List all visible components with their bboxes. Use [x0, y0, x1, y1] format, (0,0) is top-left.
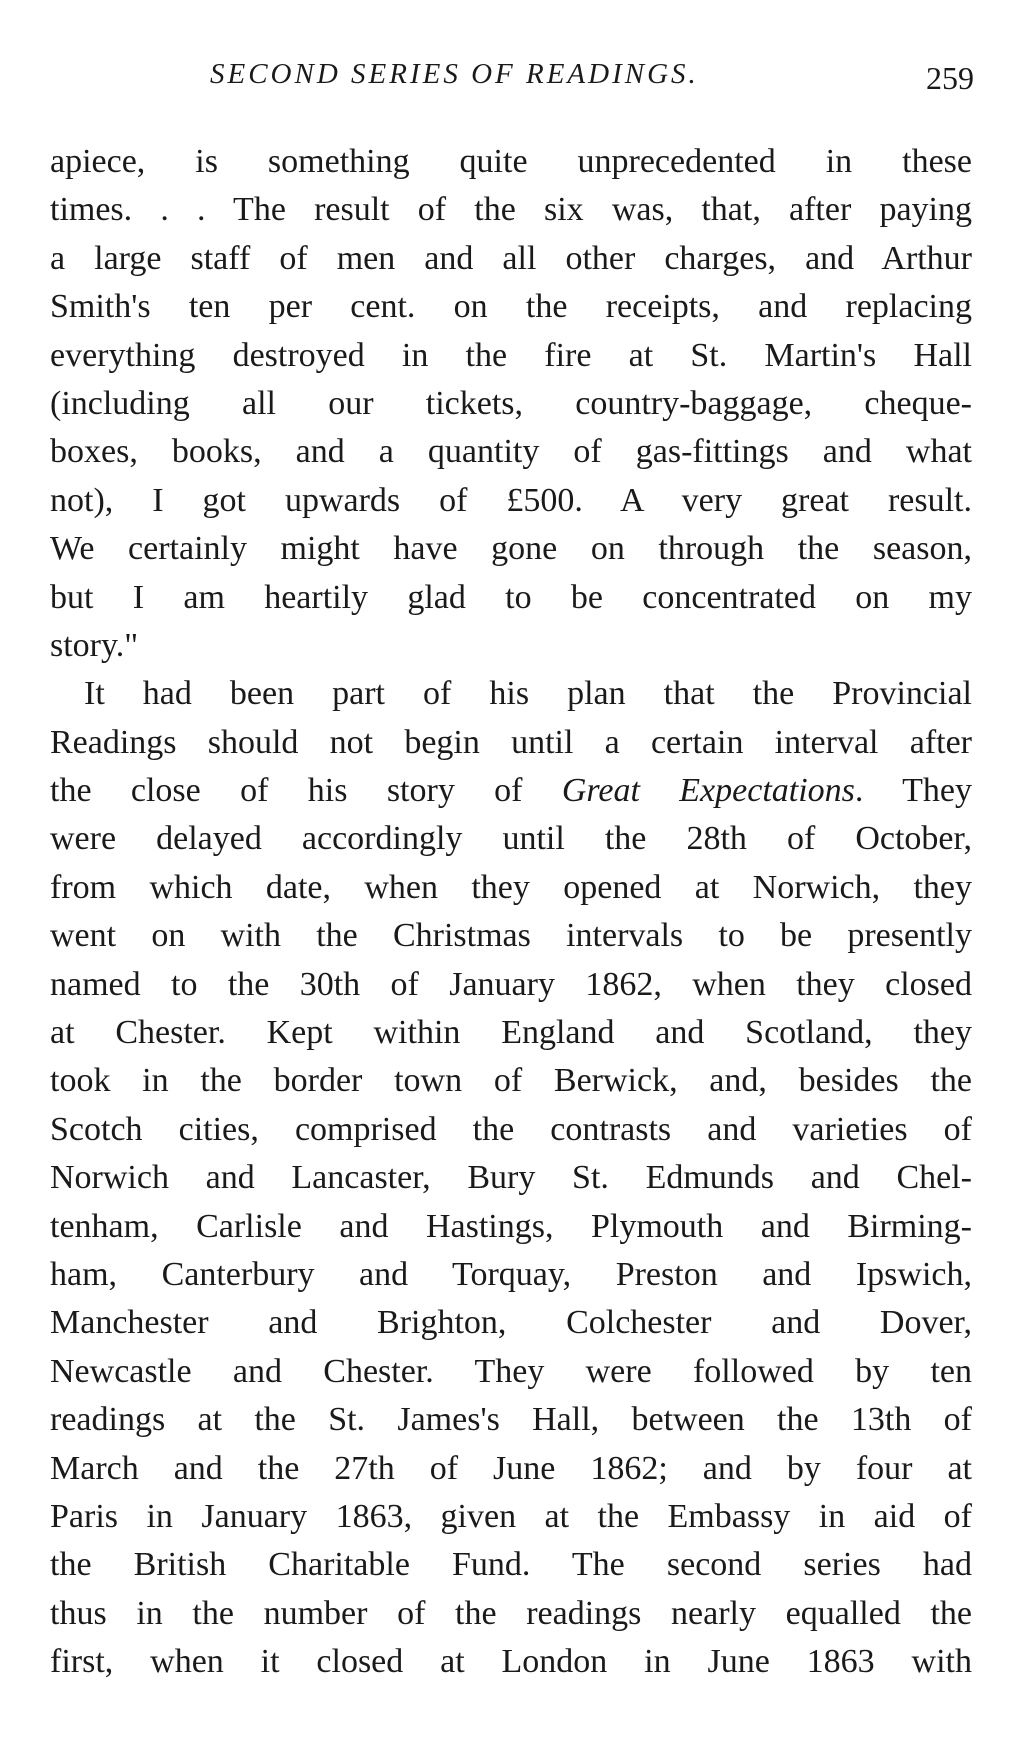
text-line: at Chester. Kept within England and Scotland, they [50, 1014, 972, 1052]
text-line: thus in the number of the readings nearly equalled the [50, 1594, 972, 1632]
running-title: SECOND SERIES OF READINGS. [210, 58, 699, 90]
text-line: a large staff of men and all other charges, and Arthur [50, 239, 972, 277]
text-line: the close of his story of Great Expectations. They [50, 772, 972, 810]
text-line: but I am heartily glad to be concentrated on my [50, 578, 972, 616]
text-line: March and the 27th of June 1862; and by four at [50, 1449, 972, 1487]
page-number: 259 [926, 60, 974, 96]
text-line: Smith's ten per cent. on the receipts, and replacing [50, 288, 972, 326]
text-line: from which date, when they opened at Norwich, they [50, 868, 972, 906]
text-line: (including all our tickets, country-baggage, cheque- [50, 384, 972, 422]
text-line: We certainly might have gone on through the season, [50, 530, 972, 568]
text-line: ham, Canterbury and Torquay, Preston and Ipswich, [50, 1255, 972, 1293]
text-line: named to the 30th of January 1862, when they closed [50, 965, 972, 1003]
text-line: the British Charitable Fund. The second series had [50, 1546, 972, 1584]
text-line: story." [50, 626, 139, 664]
running-head [50, 58, 974, 98]
text-line: not), I got upwards of £500. A very great result. [50, 481, 972, 519]
body-text [50, 138, 972, 1687]
text-line: apiece, is something quite unprecedented in these [50, 143, 972, 180]
text-line: went on with the Christmas intervals to be presently [50, 917, 972, 955]
text-line: Newcastle and Chester. They were followed by ten [50, 1352, 972, 1390]
text-line: times. . . The result of the six was, that, after paying [50, 191, 972, 229]
text-line: Paris in January 1863, given at the Embassy in aid of [50, 1497, 972, 1535]
text-line: Manchester and Brighton, Colchester and Dover, [50, 1304, 972, 1342]
text-line: took in the border town of Berwick, and, besides the [50, 1062, 972, 1100]
text-line: readings at the St. James's Hall, between the 13th of [50, 1401, 972, 1439]
book-title: Great Expectations [561, 772, 855, 810]
text-line: were delayed accordingly until the 28th of October, [50, 820, 972, 858]
text-line: boxes, books, and a quantity of gas-fittings and what [50, 433, 972, 471]
text-line: Readings should not begin until a certain interval after [50, 723, 972, 761]
text-line: It had been part of his plan that the Provincial [84, 675, 972, 713]
text-line: first, when it closed at London in June 1863 with [50, 1643, 972, 1681]
text-line: everything destroyed in the fire at St. Martin's Hall [50, 336, 972, 374]
text-line: tenham, Carlisle and Hastings, Plymouth and Birming- [50, 1207, 972, 1245]
text-line: Scotch cities, comprised the contrasts and varieties of [50, 1110, 972, 1148]
text-line: Norwich and Lancaster, Bury St. Edmunds and Chel- [50, 1159, 972, 1197]
